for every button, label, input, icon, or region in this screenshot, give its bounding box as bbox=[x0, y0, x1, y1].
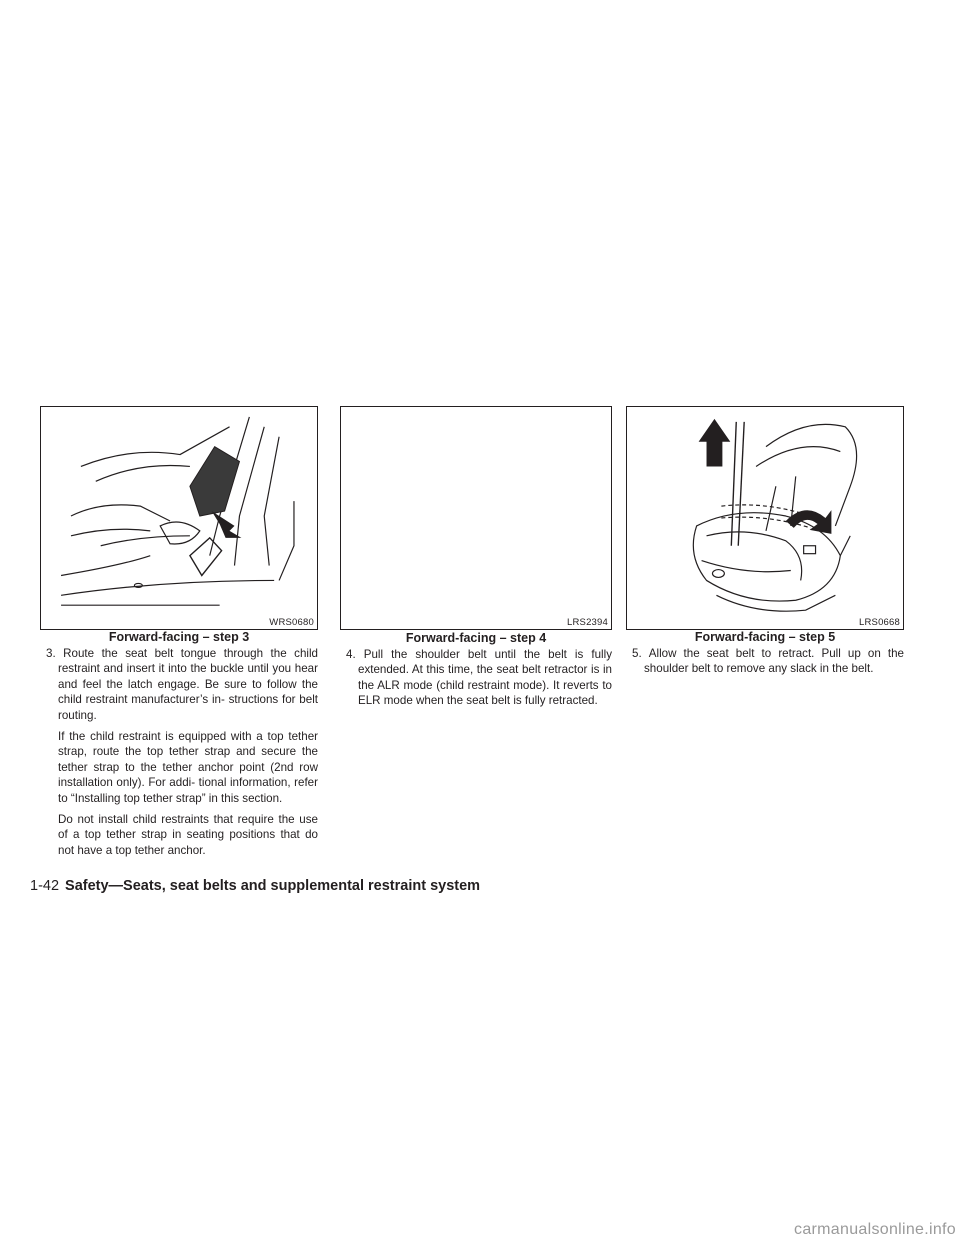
page-footer bbox=[30, 878, 480, 894]
column-step-5 bbox=[626, 406, 904, 677]
step-3-text: 3. Route the seat belt tongue through the child restraint and insert it into the buckle until you hear and feel the latch engage. Be sure to follow the child restraint manufacturer’s in- structions for belt routing. bbox=[46, 647, 318, 722]
figure-id: LRS0668 bbox=[858, 617, 900, 628]
step-4-text: 4. Pull the shoulder belt until the belt is fully extended. At this time, the seat belt retractor is in the ALR mode (child restraint mode). It reverts to ELR mode when the seat belt is fully retracted. bbox=[346, 648, 612, 708]
figure-step-5 bbox=[626, 406, 904, 630]
figure-caption: Forward-facing – step 4 bbox=[405, 631, 547, 645]
watermark: carmanualsonline.info bbox=[794, 1221, 956, 1238]
seat-belt-buckle-illustration bbox=[41, 407, 317, 629]
figure-id: LRS2394 bbox=[566, 617, 608, 628]
step-3-paragraph-tether: If the child restraint is equipped with a top tether strap, route the top tether strap and secure the tether strap to the tether anchor point (2nd row installation only). For addi- tional information, refer to “Installing top tether strap” in this section. bbox=[58, 730, 318, 805]
child-seat-illustration bbox=[627, 407, 903, 629]
column-step-3 bbox=[40, 406, 318, 858]
column-step-4 bbox=[340, 406, 612, 709]
figure-step-4 bbox=[340, 406, 612, 630]
figure-step-3 bbox=[40, 406, 318, 630]
step-5-text: 5. Allow the seat belt to retract. Pull up on the shoulder belt to remove any slack in the belt. bbox=[632, 647, 904, 676]
figure-caption: Forward-facing – step 3 bbox=[108, 630, 250, 644]
step-3-paragraph-warning: Do not install child restraints that require the use of a top tether strap in seating positions that do not have a top tether anchor. bbox=[58, 813, 318, 857]
section-title: Safety—Seats, seat belts and supplemental restraint system bbox=[65, 878, 481, 894]
page-number: 1-42 bbox=[30, 878, 60, 894]
figure-id: WRS0680 bbox=[269, 617, 314, 628]
figure-caption: Forward-facing – step 5 bbox=[694, 630, 836, 644]
